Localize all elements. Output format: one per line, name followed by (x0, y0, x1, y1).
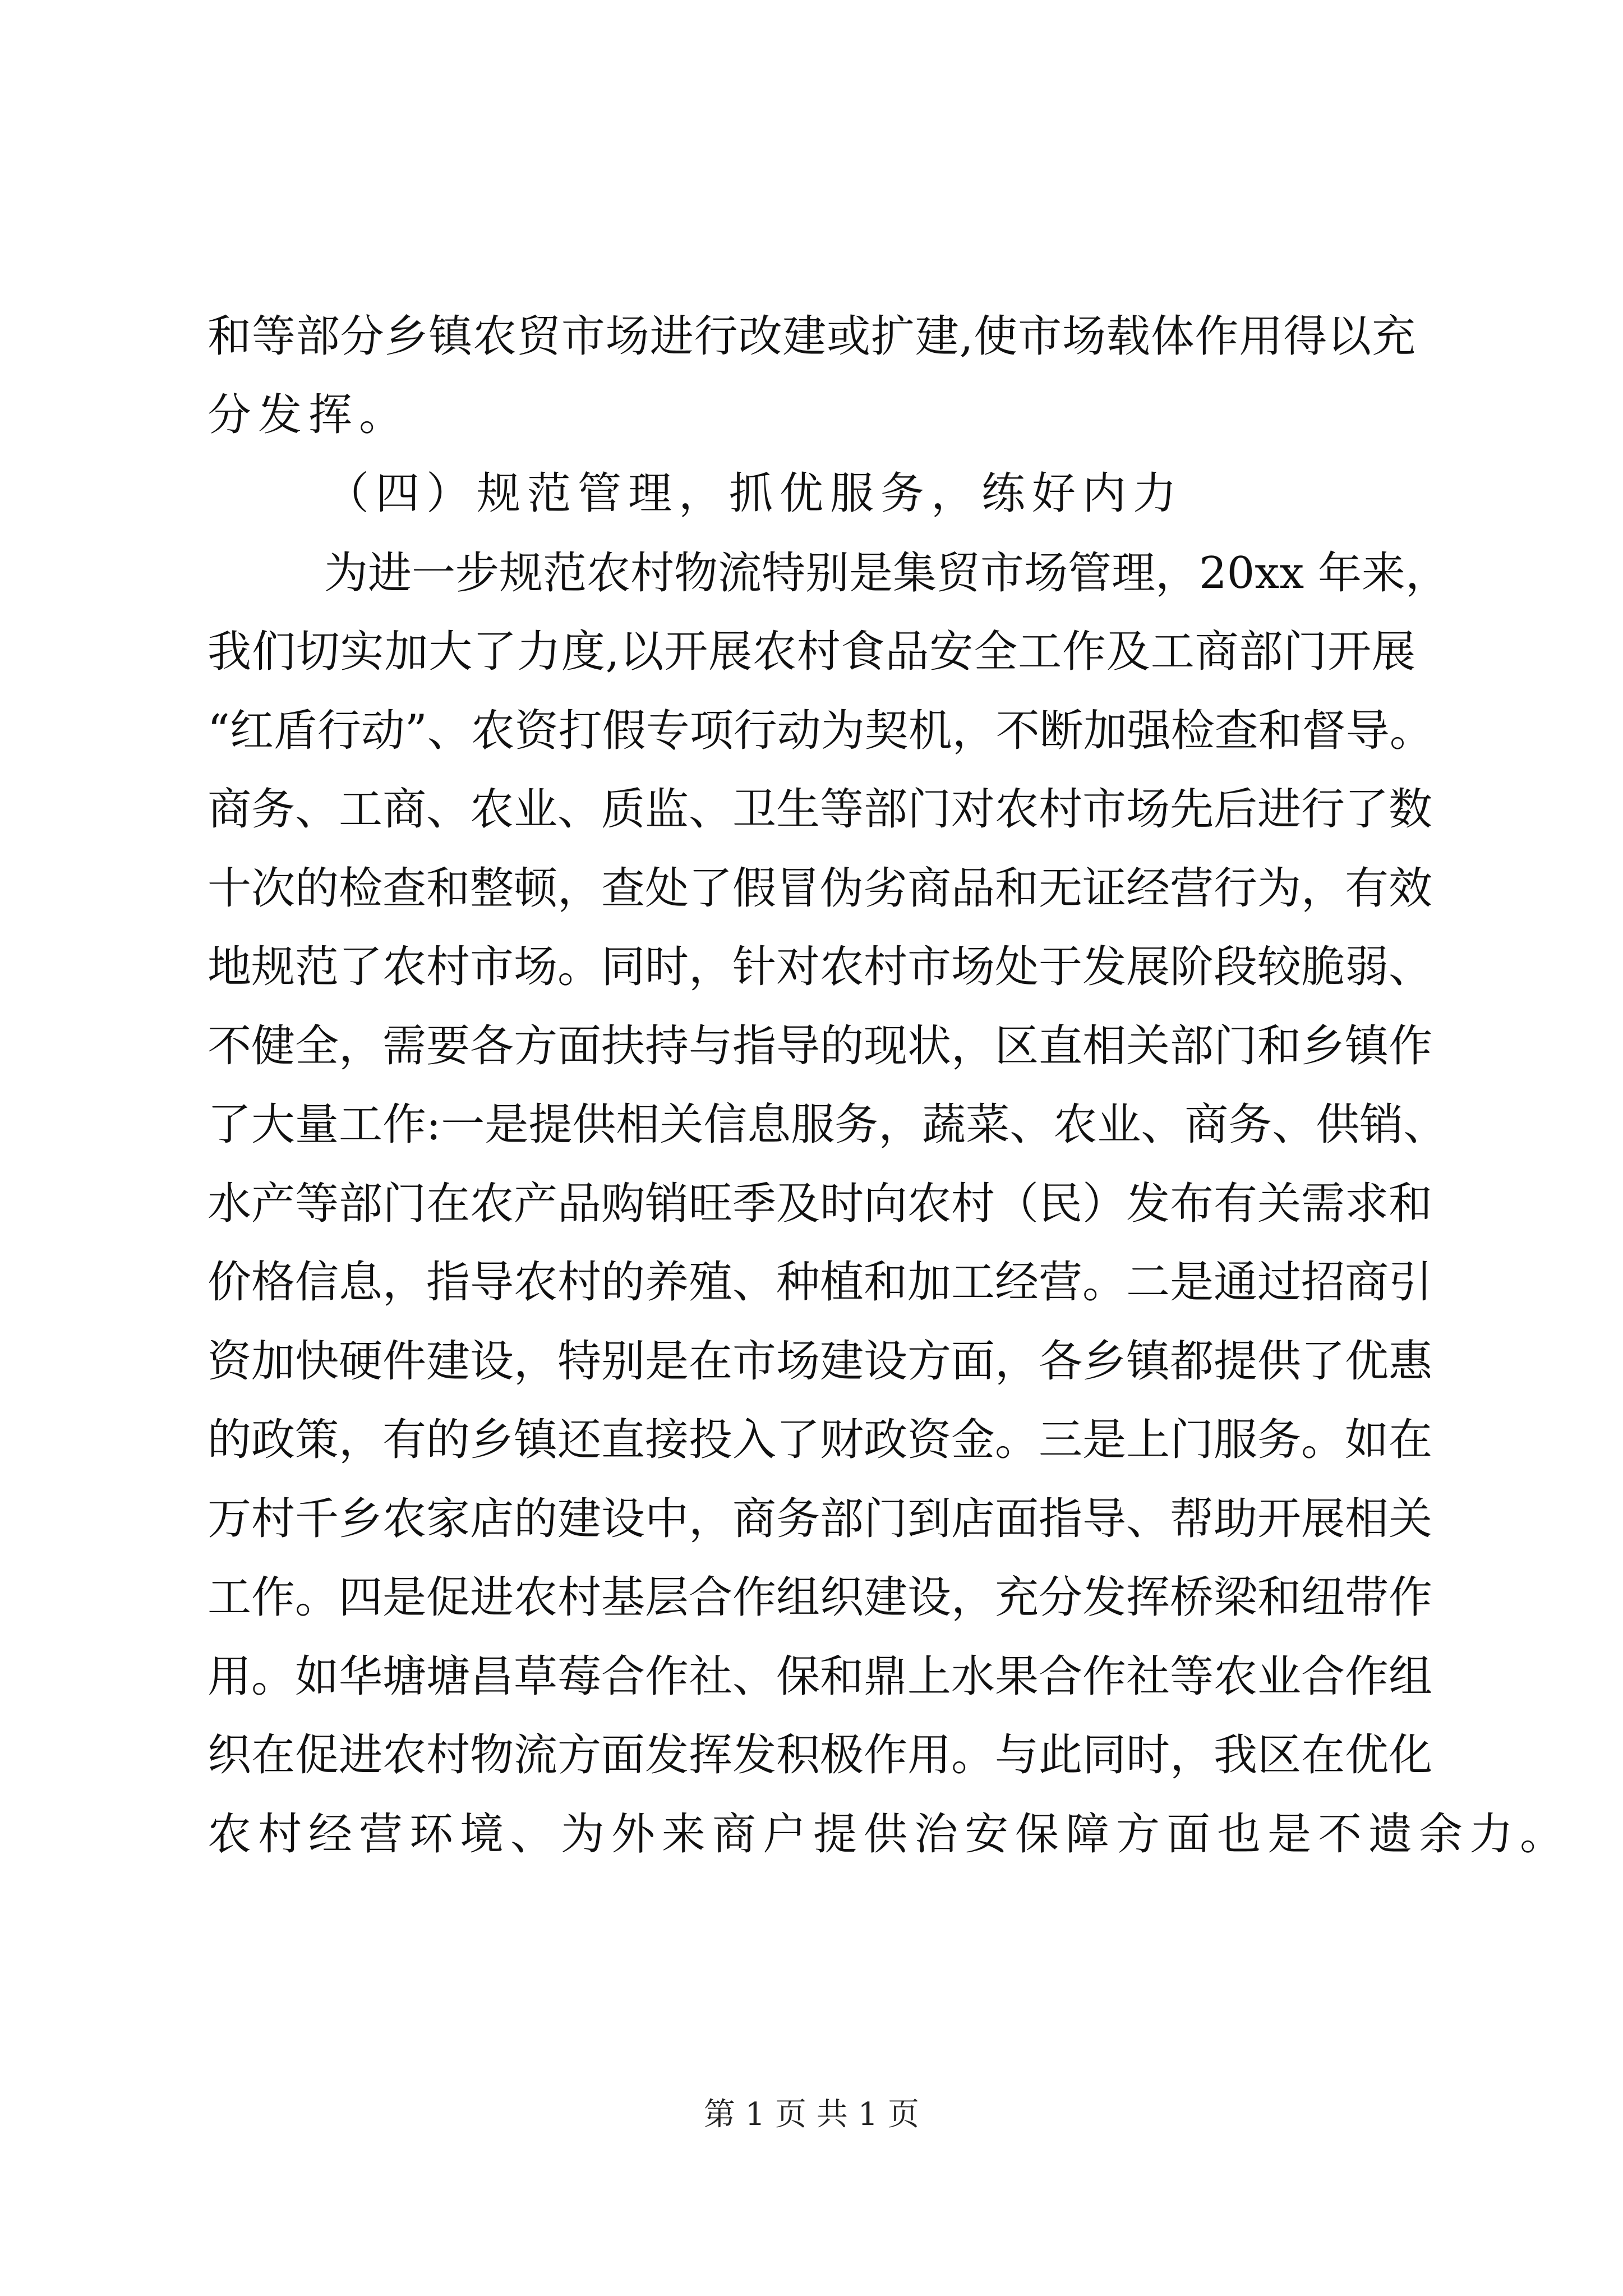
text-line: 地规范了农村市场。同时，针对农村市场处于发展阶段较脆弱、 (208, 942, 1433, 992)
text-line: 万村千乡农家店的建设中，商务部门到店面指导、帮助开展相关 (208, 1494, 1433, 1544)
text-line: 用。如华塘塘昌草莓合作社、保和鼎上水果合作社等农业合作组 (208, 1651, 1433, 1702)
text-line: 我们切实加大了力度,以开展农村食品安全工作及工商部门开展 (208, 627, 1415, 677)
text-line: 十次的检查和整顿，查处了假冒伪劣商品和无证经营行为，有效 (208, 863, 1433, 914)
text-line: 织在促进农村物流方面发挥发积极作用。与此同时，我区在优化 (208, 1730, 1433, 1780)
page-number-footer: 第 1 页 共 1 页 (703, 2096, 920, 2133)
text-line: “红盾行动”、农资打假专项行动为契机，不断加强检查和督导。 (208, 706, 1433, 756)
text-line: 不健全，需要各方面扶持与指导的现状，区直相关部门和乡镇作 (208, 1021, 1433, 1071)
text-line: 的政策，有的乡镇还直接投入了财政资金。三是上门服务。如在 (208, 1415, 1433, 1465)
text-line: 农村经营环境、为外来商户提供治安保障方面也是不遗余力。 (208, 1809, 1571, 1860)
text-line: 为进一步规范农村物流特别是集贸市场管理，20xx 年来， (324, 548, 1450, 599)
text-line: 商务、工商、农业、质监、卫生等部门对农村市场先后进行了数 (208, 784, 1433, 835)
text-line: 分发挥。 (208, 390, 410, 440)
text-line: 和等部分乡镇农贸市场进行改建或扩建,使市场载体作用得以充 (208, 311, 1415, 362)
section-heading: （四）规范管理，抓优服务，练好内力 (325, 468, 1184, 519)
text-line: 资加快硬件建设，特别是在市场建设方面，各乡镇都提供了优惠 (208, 1336, 1433, 1387)
text-line: 了大量工作:一是提供相关信息服务，蔬菜、农业、商务、供销、 (208, 1099, 1447, 1150)
text-line: 水产等部门在农产品购销旺季及时向农村（民）发布有关需求和 (208, 1179, 1433, 1229)
text-line: 价格信息，指导农村的养殖、种植和加工经营。二是通过招商引 (208, 1257, 1433, 1308)
text-line: 工作。四是促进农村基层合作组织建设，充分发挥桥梁和纽带作 (208, 1572, 1433, 1623)
